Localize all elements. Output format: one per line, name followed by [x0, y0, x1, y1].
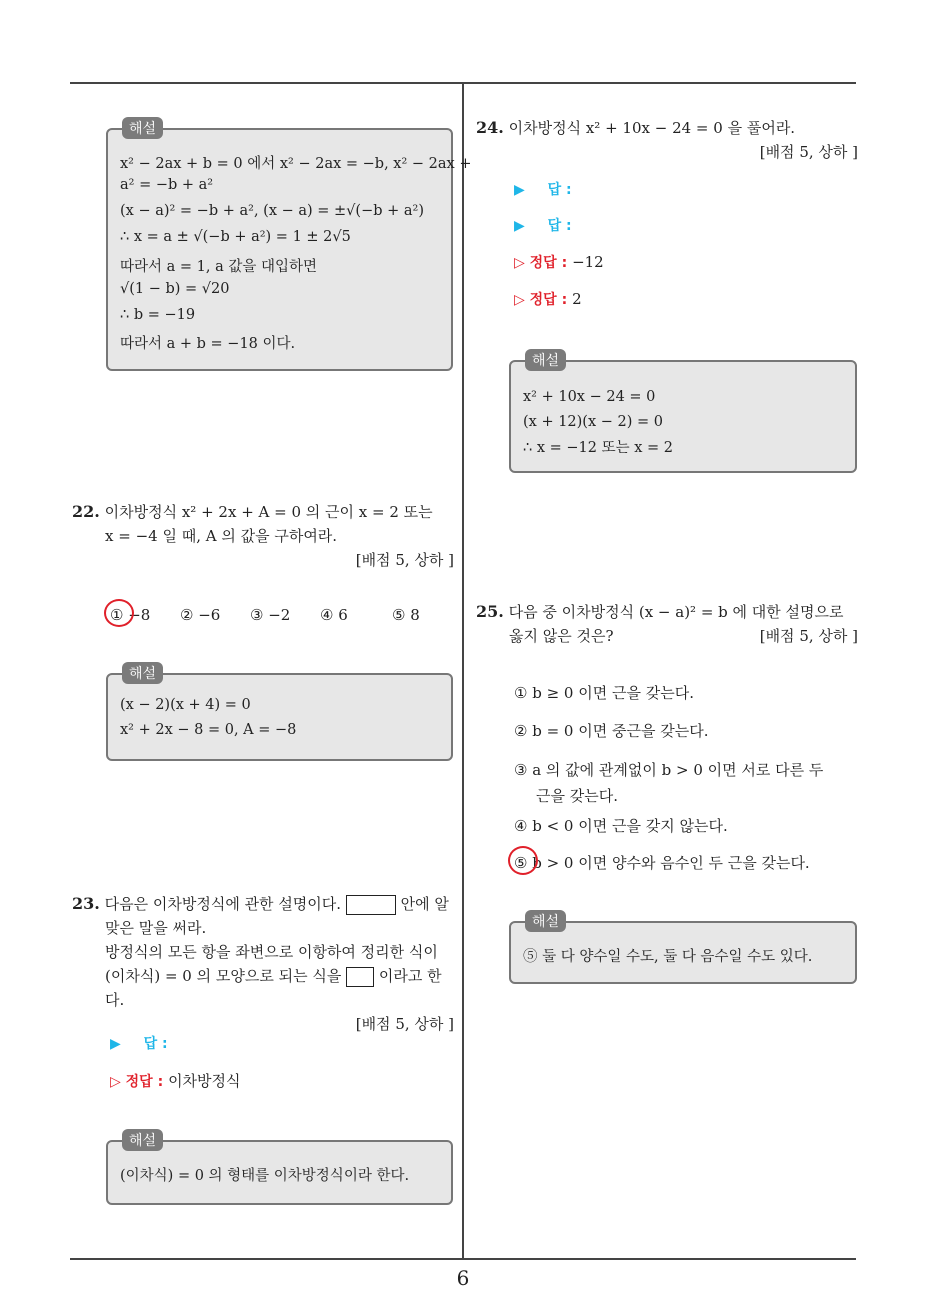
correct-label: 정답 :: [125, 1074, 164, 1090]
question-text: 다음 중 이차방정식 (x − a)² = b 에 대한 설명으로: [508, 603, 844, 621]
answer-blank: [346, 895, 396, 915]
solution-box-22: [106, 666, 453, 761]
solution-line: ⑤ 둘 다 양수일 수도, 둘 다 음수일 수도 있다.: [523, 949, 813, 965]
page-number: 6: [456, 1266, 470, 1290]
solution-box-23: [106, 1133, 453, 1205]
question-text: 다음은 이차방정식에 관한 설명이다.: [104, 895, 342, 913]
correct-answer-row: [514, 289, 582, 309]
score-label: [배점 5, 상하 ]: [355, 551, 454, 569]
solution-line: ∴ x = a ± √(−b + a²) = 1 ± 2√5: [120, 229, 351, 245]
question-number: 22.: [72, 502, 100, 521]
question-24: [476, 116, 858, 164]
question-number: 24.: [476, 118, 504, 137]
solution-tab: 해설: [122, 662, 163, 684]
solution-line: 따라서 a = 1, a 값을 대입하면: [120, 259, 317, 275]
solution-line: (x + 12)(x − 2) = 0: [523, 414, 663, 430]
solution-line: x² − 2ax + b = 0 에서 x² − 2ax = −b, x² − 2ax +: [120, 156, 472, 172]
answer-mark-circle: [508, 846, 538, 875]
answer-row[interactable]: [514, 179, 572, 199]
answer-mark-circle: [104, 599, 134, 627]
choice-3[interactable]: ③ a 의 값에 관계없이 b > 0 이면 서로 다른 두: [514, 761, 824, 779]
solution-box-21: [106, 121, 472, 371]
choice-3[interactable]: ③ −2: [250, 606, 291, 624]
solution-tab: 해설: [525, 910, 566, 932]
choice-2[interactable]: ② −6: [180, 606, 221, 624]
question-25: [476, 600, 858, 648]
column-divider: [462, 84, 464, 1258]
solution-tab: 해설: [122, 117, 163, 139]
question-text: 맞은 말을 써라.: [105, 919, 207, 937]
question-text: 방정식의 모든 항을 좌변으로 이항하여 정리한 식이: [105, 943, 438, 961]
solution-line: x² + 10x − 24 = 0: [523, 389, 656, 405]
solution-tab: 해설: [122, 1129, 163, 1151]
outline-arrow-icon: ▷: [514, 255, 525, 271]
solution-line: x² + 2x − 8 = 0, A = −8: [120, 722, 297, 738]
answer-blank: [346, 967, 374, 987]
correct-label: 정답 :: [529, 255, 568, 271]
solution-line: 따라서 a + b = −18 이다.: [120, 336, 296, 352]
score-label: [배점 5, 상하 ]: [355, 1015, 454, 1033]
answer-row[interactable]: [514, 215, 572, 235]
solution-line: (x − 2)(x + 4) = 0: [120, 697, 251, 713]
solution-line: (이차식) = 0 의 형태를 이차방정식이라 한다.: [120, 1168, 410, 1184]
outline-arrow-icon: ▷: [514, 292, 525, 308]
play-arrow-icon: ▶: [514, 218, 525, 234]
answer-label: 답 :: [143, 1036, 168, 1052]
choice-1[interactable]: ① b ≥ 0 이면 근을 갖는다.: [514, 684, 694, 702]
answer-label: 답 :: [547, 182, 572, 198]
question-number: 25.: [476, 602, 504, 621]
solution-line: (x − a)² = −b + a², (x − a) = ±√(−b + a²): [120, 203, 424, 219]
answer-row[interactable]: [110, 1033, 168, 1053]
choice-5[interactable]: ⑤ b > 0 이면 양수와 음수인 두 근을 갖는다.: [514, 854, 810, 872]
choice-1[interactable]: ① −8: [110, 606, 151, 624]
outline-arrow-icon: ▷: [110, 1074, 121, 1090]
solution-line: √(1 − b) = √20: [120, 281, 230, 297]
correct-value: 이차방정식: [168, 1072, 241, 1090]
question-number: 23.: [72, 894, 100, 913]
solution-tab: 해설: [525, 349, 566, 371]
question-text: 이차방정식 x² + 2x + A = 0 의 근이 x = 2 또는: [104, 503, 433, 521]
correct-label: 정답 :: [529, 292, 568, 308]
answer-label: 답 :: [547, 218, 572, 234]
play-arrow-icon: ▶: [514, 182, 525, 198]
bottom-rule: [70, 1258, 856, 1260]
solution-line: ∴ b = −19: [120, 307, 196, 323]
solution-line: a² = −b + a²: [120, 177, 214, 193]
solution-box-25: [509, 914, 857, 984]
score-label: [배점 5, 상하 ]: [759, 143, 858, 161]
correct-value: −12: [572, 253, 604, 271]
play-arrow-icon: ▶: [110, 1036, 121, 1052]
correct-answer-row: [514, 252, 604, 272]
question-text: 이차방정식 x² + 10x − 24 = 0 을 풀어라.: [508, 119, 796, 137]
correct-value: 2: [572, 290, 582, 308]
question-text: 이라고 한다.: [105, 967, 442, 1009]
question-text: x = −4 일 때, A 의 값을 구하여라.: [105, 527, 338, 545]
choice-4[interactable]: ④ b < 0 이면 근을 갖지 않는다.: [514, 817, 728, 835]
score-label: [배점 5, 상하 ]: [759, 627, 858, 645]
question-text: (이차식) = 0 의 모양으로 되는 식을: [105, 967, 342, 985]
choice-5[interactable]: ⑤ 8: [392, 606, 420, 624]
question-23: [72, 892, 454, 1036]
choice-2[interactable]: ② b = 0 이면 중근을 갖는다.: [514, 722, 709, 740]
question-text: 안에 알: [400, 895, 449, 913]
correct-answer-row: [110, 1070, 241, 1091]
question-text: 옳지 않은 것은?: [509, 627, 614, 645]
choice-3-continued: 근을 갖는다.: [536, 787, 618, 805]
choice-4[interactable]: ④ 6: [320, 606, 348, 624]
solution-line: ∴ x = −12 또는 x = 2: [523, 440, 673, 456]
question-22: [72, 500, 454, 572]
solution-box-24: [509, 353, 857, 473]
